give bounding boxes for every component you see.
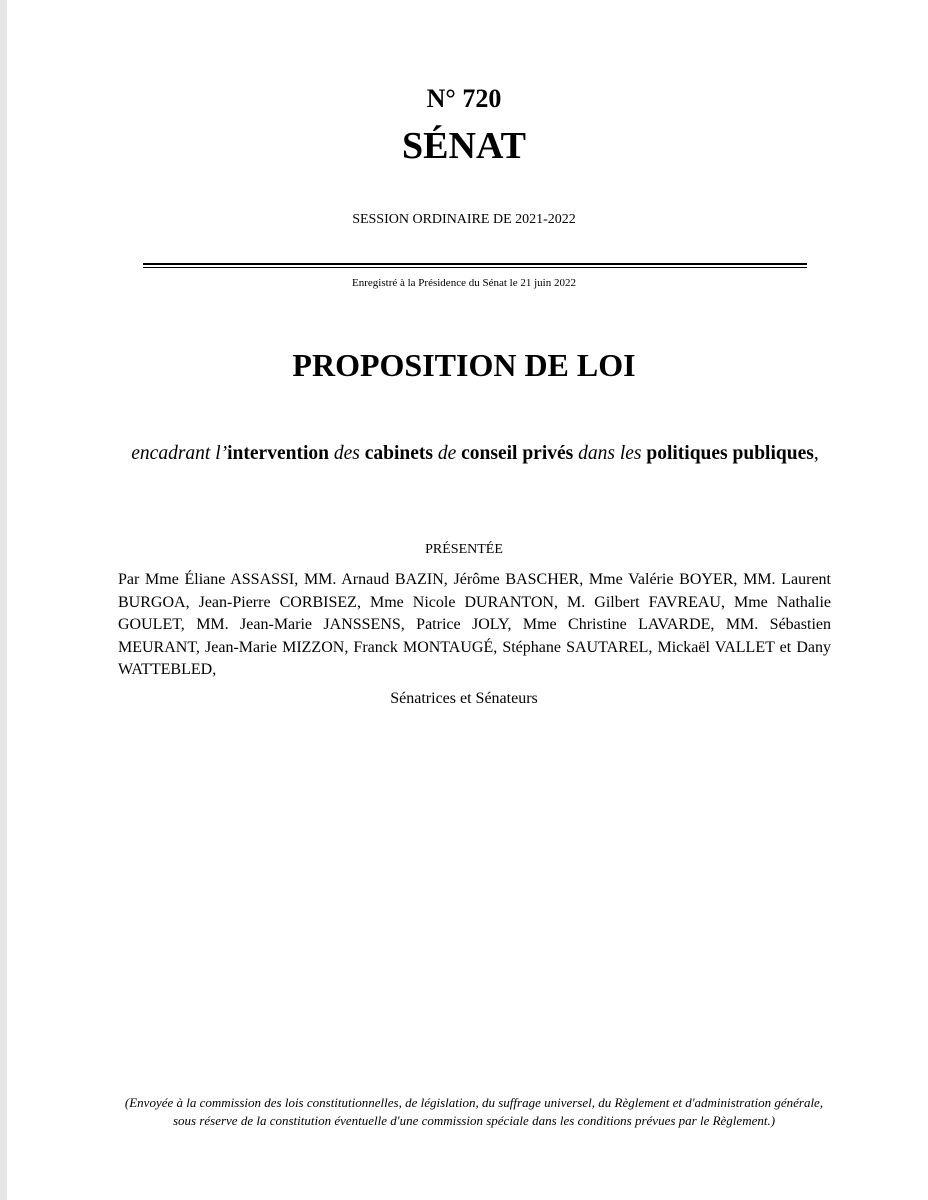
subtitle-part: de [432, 443, 462, 464]
subtitle-part: intervention [227, 443, 329, 464]
session-label: SESSION ORDINAIRE DE 2021-2022 [352, 212, 576, 227]
subtitle-part: des [328, 443, 365, 464]
presented-label: PRÉSENTÉE [425, 542, 503, 557]
subtitle-part: dans les [573, 443, 647, 464]
referral-note: (Envoyée à la commission des lois constitutionnelles, de législation, du suffrage universel, du Règlement et d'administration générale, sous réserve de la constitution éventuelle d'une commission spéciale dans les conditions prévues par le Règlement.) [124, 1095, 824, 1128]
header-divider-top [143, 263, 807, 265]
subtitle-part: cabinets [364, 443, 433, 464]
subtitle-part: politiques publiques [646, 443, 814, 464]
registration-line: Enregistré à la Présidence du Sénat le 21 juin 2022 [352, 277, 576, 289]
authors-role: Sénatrices et Sénateurs [390, 690, 538, 707]
bill-subtitle [120, 441, 830, 467]
subtitle-part: encadrant l’ [131, 443, 228, 464]
document-type-title: PROPOSITION DE LOI [292, 347, 636, 383]
document-number: N° 720 [426, 84, 502, 113]
page-edge-shadow [0, 0, 7, 1200]
authors-list: Par Mme Éliane ASSASSI, MM. Arnaud BAZIN, Jérôme BASCHER, Mme Valérie BOYER, MM. Laurent BURGOA, Jean-Pierre CORBISEZ, Mme Nicole DURANTON, M. Gilbert FAVREAU, Mme Nathalie GOULET, MM. Jean-Marie JANSSENS, Patrice JOLY, Mme Christine LAVARDE, MM. Sébastien MEURANT, Jean-Marie MIZZON, Franck MONTAUGÉ, Stéphane SAUTAREL, Mickaël VALLET et Dany WATTEBLED, [118, 571, 831, 678]
chamber-title: SÉNAT [402, 125, 526, 167]
header-divider-bottom [143, 267, 807, 268]
subtitle-part: , [813, 443, 819, 464]
subtitle-part: conseil privés [461, 443, 574, 464]
